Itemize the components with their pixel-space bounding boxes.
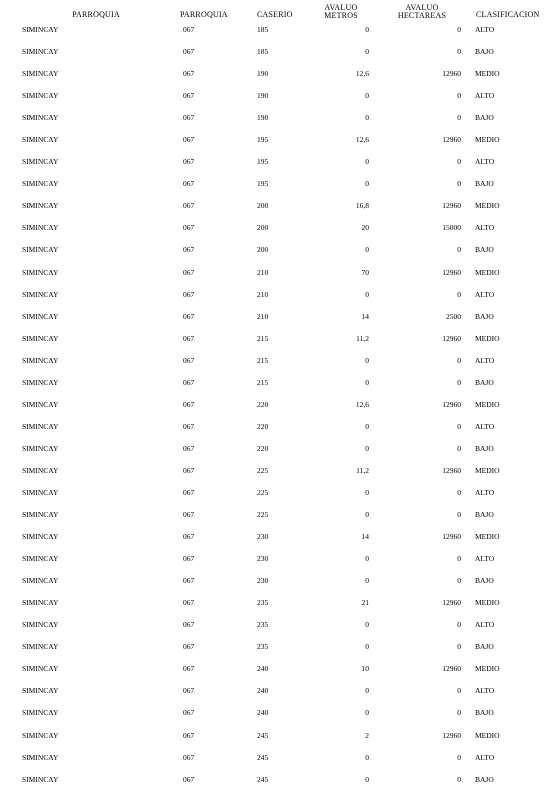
cell-avaluo-metros: 0 — [365, 642, 369, 652]
cell-avaluo-hectareas: 0 — [457, 113, 461, 123]
cell-clasificacion: BAJO — [475, 443, 494, 453]
cell-caserio: 225 — [257, 510, 269, 520]
cell-codigo: 067 — [183, 113, 195, 123]
cell-parroquia: SIMINCAY — [22, 774, 59, 784]
table-body — [0, 18, 559, 790]
cell-avaluo-metros: 11,2 — [356, 465, 369, 475]
cell-avaluo-metros: 14 — [361, 311, 369, 321]
cell-clasificacion: BAJO — [475, 510, 494, 520]
cell-parroquia: SIMINCAY — [22, 487, 59, 497]
cell-caserio: 185 — [257, 47, 269, 57]
cell-avaluo-metros: 0 — [365, 487, 369, 497]
cell-avaluo-metros: 0 — [365, 245, 369, 255]
cell-clasificacion: BAJO — [475, 311, 494, 321]
cell-avaluo-hectareas: 12960 — [442, 135, 461, 145]
cell-caserio: 230 — [257, 576, 269, 586]
table-row — [0, 261, 559, 283]
table-row — [0, 481, 559, 503]
cell-codigo: 067 — [183, 554, 195, 564]
table-row — [0, 613, 559, 635]
cell-clasificacion: ALTO — [475, 25, 495, 34]
cell-avaluo-hectareas: 0 — [457, 576, 461, 586]
cell-codigo: 067 — [183, 223, 195, 233]
cell-caserio: 200 — [257, 201, 269, 211]
cell-caserio: 225 — [257, 465, 269, 475]
cell-avaluo-hectareas: 12960 — [442, 399, 461, 409]
cell-codigo: 067 — [183, 399, 195, 409]
cell-codigo: 067 — [183, 201, 195, 211]
cell-avaluo-metros: 16,8 — [355, 201, 369, 211]
cell-parroquia: SIMINCAY — [22, 179, 59, 189]
cell-parroquia: SIMINCAY — [22, 69, 59, 79]
cell-codigo: 067 — [183, 333, 195, 343]
cell-clasificacion: MEDIO — [475, 465, 500, 475]
cell-parroquia: SIMINCAY — [22, 223, 59, 233]
cell-clasificacion: BAJO — [475, 576, 494, 586]
cell-parroquia: SIMINCAY — [22, 421, 59, 431]
table-row — [0, 768, 559, 790]
cell-parroquia: SIMINCAY — [22, 620, 59, 630]
table-row — [0, 106, 559, 128]
table-row — [0, 194, 559, 216]
cell-codigo: 067 — [183, 91, 195, 101]
cell-avaluo-hectareas: 0 — [457, 642, 461, 652]
cell-avaluo-hectareas: 12960 — [442, 532, 461, 542]
cell-codigo: 067 — [183, 135, 195, 145]
cell-avaluo-hectareas: 0 — [457, 377, 461, 387]
cell-avaluo-metros: 12,6 — [355, 69, 369, 79]
cell-avaluo-metros: 0 — [365, 157, 369, 167]
cell-avaluo-metros: 20 — [361, 223, 369, 233]
table-row — [0, 18, 559, 40]
cell-avaluo-hectareas: 12960 — [442, 201, 461, 211]
table-row — [0, 283, 559, 305]
cell-clasificacion: MEDIO — [475, 399, 500, 409]
cell-clasificacion: BAJO — [475, 708, 494, 718]
cell-caserio: 190 — [257, 113, 269, 123]
cell-avaluo-metros: 0 — [365, 289, 369, 299]
cell-clasificacion: BAJO — [475, 47, 494, 57]
cell-avaluo-metros: 0 — [365, 421, 369, 431]
cell-codigo: 067 — [183, 157, 195, 167]
cell-caserio: 215 — [257, 377, 269, 387]
cell-avaluo-hectareas: 12960 — [442, 333, 461, 343]
table-row — [0, 569, 559, 591]
cell-caserio: 190 — [257, 69, 269, 79]
cell-avaluo-hectareas: 12960 — [442, 465, 461, 475]
cell-caserio: 235 — [257, 598, 269, 608]
cell-parroquia: SIMINCAY — [22, 510, 59, 520]
cell-caserio: 200 — [257, 223, 269, 233]
cell-avaluo-hectareas: 0 — [457, 289, 461, 299]
cell-avaluo-hectareas: 0 — [457, 686, 461, 696]
cell-avaluo-hectareas: 0 — [457, 179, 461, 189]
cell-parroquia: SIMINCAY — [22, 333, 59, 343]
cell-parroquia: SIMINCAY — [22, 91, 59, 101]
cell-codigo: 067 — [183, 245, 195, 255]
cell-clasificacion: ALTO — [475, 620, 495, 630]
cell-clasificacion: ALTO — [475, 554, 495, 564]
cell-avaluo-hectareas: 0 — [457, 421, 461, 431]
cell-caserio: 240 — [257, 686, 269, 696]
cell-caserio: 230 — [257, 532, 269, 542]
cell-avaluo-metros: 0 — [365, 355, 369, 365]
table-row — [0, 746, 559, 768]
cell-codigo: 067 — [183, 377, 195, 387]
cell-clasificacion: ALTO — [475, 289, 495, 299]
cell-clasificacion: ALTO — [475, 487, 495, 497]
cell-caserio: 215 — [257, 333, 269, 343]
table-row — [0, 724, 559, 746]
cell-parroquia: SIMINCAY — [22, 752, 59, 762]
table-row — [0, 525, 559, 547]
table-row — [0, 635, 559, 657]
table-row — [0, 150, 559, 172]
cell-caserio: 235 — [257, 620, 269, 630]
cell-caserio: 215 — [257, 355, 269, 365]
cell-avaluo-hectareas: 0 — [457, 620, 461, 630]
cell-clasificacion: BAJO — [475, 179, 494, 189]
cell-clasificacion: MEDIO — [475, 598, 500, 608]
cell-codigo: 067 — [183, 664, 195, 674]
cell-avaluo-metros: 0 — [365, 554, 369, 564]
cell-avaluo-hectareas: 2500 — [446, 311, 461, 321]
table-row — [0, 349, 559, 371]
header-clasificacion: CLASIFICACION — [476, 10, 540, 19]
cell-clasificacion: MEDIO — [475, 664, 500, 674]
cell-clasificacion: MEDIO — [475, 267, 500, 277]
cell-avaluo-hectareas: 0 — [457, 487, 461, 497]
cell-avaluo-metros: 0 — [365, 576, 369, 586]
cell-avaluo-hectareas: 0 — [457, 554, 461, 564]
cell-avaluo-hectareas: 12960 — [442, 664, 461, 674]
cell-clasificacion: MEDIO — [475, 201, 500, 211]
cell-parroquia: SIMINCAY — [22, 157, 59, 167]
cell-avaluo-hectareas: 0 — [457, 157, 461, 167]
cell-clasificacion: ALTO — [475, 752, 495, 762]
table-row — [0, 327, 559, 349]
cell-parroquia: SIMINCAY — [22, 532, 59, 542]
table-row — [0, 172, 559, 194]
table-row — [0, 437, 559, 459]
cell-avaluo-metros: 2 — [365, 730, 369, 740]
cell-avaluo-metros: 14 — [361, 532, 369, 542]
cell-avaluo-hectareas: 0 — [457, 91, 461, 101]
cell-avaluo-hectareas: 0 — [457, 752, 461, 762]
cell-clasificacion: ALTO — [475, 686, 495, 696]
cell-caserio: 200 — [257, 245, 269, 255]
cell-parroquia: SIMINCAY — [22, 201, 59, 211]
cell-caserio: 225 — [257, 487, 269, 497]
cell-avaluo-hectareas: 0 — [457, 510, 461, 520]
table-row — [0, 459, 559, 481]
cell-codigo: 067 — [183, 708, 195, 718]
cell-clasificacion: ALTO — [475, 421, 495, 431]
cell-codigo: 067 — [183, 774, 195, 784]
cell-parroquia: SIMINCAY — [22, 598, 59, 608]
cell-parroquia: SIMINCAY — [22, 730, 59, 740]
cell-avaluo-metros: 12,6 — [355, 135, 369, 145]
cell-caserio: 240 — [257, 664, 269, 674]
cell-parroquia: SIMINCAY — [22, 465, 59, 475]
table-row — [0, 216, 559, 238]
cell-codigo: 067 — [183, 25, 195, 34]
cell-parroquia: SIMINCAY — [22, 708, 59, 718]
cell-clasificacion: MEDIO — [475, 69, 500, 79]
cell-caserio: 210 — [257, 267, 269, 277]
cell-parroquia: SIMINCAY — [22, 289, 59, 299]
cell-codigo: 067 — [183, 443, 195, 453]
cell-avaluo-metros: 0 — [365, 443, 369, 453]
table-row — [0, 238, 559, 260]
cell-clasificacion: ALTO — [475, 355, 495, 365]
cell-parroquia: SIMINCAY — [22, 47, 59, 57]
cell-avaluo-metros: 0 — [365, 620, 369, 630]
cell-clasificacion: BAJO — [475, 113, 494, 123]
cell-avaluo-metros: 0 — [365, 708, 369, 718]
cell-avaluo-metros: 70 — [361, 267, 369, 277]
cell-clasificacion: ALTO — [475, 157, 495, 167]
cell-parroquia: SIMINCAY — [22, 642, 59, 652]
cell-caserio: 240 — [257, 708, 269, 718]
cell-avaluo-metros: 0 — [365, 25, 369, 34]
cell-parroquia: SIMINCAY — [22, 267, 59, 277]
cell-avaluo-hectareas: 12960 — [442, 267, 461, 277]
cell-caserio: 210 — [257, 289, 269, 299]
cell-caserio: 210 — [257, 311, 269, 321]
cell-codigo: 067 — [183, 69, 195, 79]
cell-codigo: 067 — [183, 532, 195, 542]
cell-caserio: 220 — [257, 421, 269, 431]
cell-codigo: 067 — [183, 686, 195, 696]
cell-avaluo-hectareas: 0 — [457, 708, 461, 718]
cell-caserio: 245 — [257, 730, 269, 740]
cell-codigo: 067 — [183, 487, 195, 497]
cell-avaluo-hectareas: 15000 — [442, 223, 461, 233]
header-avaluo-metros: AVALUO METROS — [324, 3, 358, 20]
cell-caserio: 220 — [257, 443, 269, 453]
cell-avaluo-metros: 10 — [361, 664, 369, 674]
table-row — [0, 547, 559, 569]
cell-avaluo-metros: 0 — [365, 510, 369, 520]
cell-avaluo-metros: 0 — [365, 377, 369, 387]
cell-codigo: 067 — [183, 465, 195, 475]
cell-avaluo-metros: 11,2 — [356, 333, 369, 343]
cell-parroquia: SIMINCAY — [22, 399, 59, 409]
cell-caserio: 195 — [257, 179, 269, 189]
table-row — [0, 305, 559, 327]
cell-parroquia: SIMINCAY — [22, 576, 59, 586]
cell-caserio: 245 — [257, 774, 269, 784]
cell-avaluo-hectareas: 0 — [457, 245, 461, 255]
cell-avaluo-metros: 0 — [365, 774, 369, 784]
cell-parroquia: SIMINCAY — [22, 664, 59, 674]
cell-clasificacion: MEDIO — [475, 333, 500, 343]
table-row — [0, 679, 559, 701]
cell-parroquia: SIMINCAY — [22, 311, 59, 321]
cell-parroquia: SIMINCAY — [22, 113, 59, 123]
cell-avaluo-metros: 0 — [365, 179, 369, 189]
cell-codigo: 067 — [183, 179, 195, 189]
cell-codigo: 067 — [183, 576, 195, 586]
cell-parroquia: SIMINCAY — [22, 245, 59, 255]
cell-clasificacion: BAJO — [475, 245, 494, 255]
cell-caserio: 235 — [257, 642, 269, 652]
cell-clasificacion: BAJO — [475, 642, 494, 652]
header-caserio: CASERIO — [257, 10, 293, 19]
cell-codigo: 067 — [183, 47, 195, 57]
cell-avaluo-metros: 0 — [365, 686, 369, 696]
cell-avaluo-metros: 12,6 — [355, 399, 369, 409]
cell-parroquia: SIMINCAY — [22, 25, 59, 34]
table-row — [0, 393, 559, 415]
cell-codigo: 067 — [183, 620, 195, 630]
table-row — [0, 62, 559, 84]
cell-avaluo-metros: 21 — [361, 598, 369, 608]
cell-codigo: 067 — [183, 311, 195, 321]
cell-parroquia: SIMINCAY — [22, 443, 59, 453]
table-row — [0, 701, 559, 723]
cell-clasificacion: BAJO — [475, 774, 494, 784]
table-row — [0, 657, 559, 679]
table-row — [0, 591, 559, 613]
cell-codigo: 067 — [183, 355, 195, 365]
table-row — [0, 128, 559, 150]
cell-avaluo-hectareas: 12960 — [442, 69, 461, 79]
cell-caserio: 195 — [257, 157, 269, 167]
cell-codigo: 067 — [183, 267, 195, 277]
cell-codigo: 067 — [183, 289, 195, 299]
header-parroquia-name: PARROQUIA — [72, 10, 120, 19]
cell-caserio: 185 — [257, 25, 269, 34]
cell-caserio: 230 — [257, 554, 269, 564]
cell-clasificacion: ALTO — [475, 223, 495, 233]
cell-codigo: 067 — [183, 421, 195, 431]
table-row — [0, 371, 559, 393]
cell-parroquia: SIMINCAY — [22, 377, 59, 387]
cell-codigo: 067 — [183, 642, 195, 652]
cell-avaluo-hectareas: 0 — [457, 355, 461, 365]
cell-avaluo-hectareas: 0 — [457, 47, 461, 57]
cell-avaluo-metros: 0 — [365, 113, 369, 123]
cell-avaluo-hectareas: 0 — [457, 443, 461, 453]
cell-parroquia: SIMINCAY — [22, 135, 59, 145]
table-row — [0, 503, 559, 525]
cell-clasificacion: ALTO — [475, 91, 495, 101]
cell-parroquia: SIMINCAY — [22, 355, 59, 365]
cell-codigo: 067 — [183, 752, 195, 762]
cell-parroquia: SIMINCAY — [22, 686, 59, 696]
cell-avaluo-hectareas: 0 — [457, 25, 461, 34]
cell-caserio: 195 — [257, 135, 269, 145]
cell-avaluo-metros: 0 — [365, 91, 369, 101]
cell-codigo: 067 — [183, 730, 195, 740]
cell-avaluo-metros: 0 — [365, 47, 369, 57]
header-parroquia-code: PARROQUIA — [180, 10, 228, 19]
table-row — [0, 415, 559, 437]
cell-clasificacion: BAJO — [475, 377, 494, 387]
cell-clasificacion: MEDIO — [475, 135, 500, 145]
cell-codigo: 067 — [183, 510, 195, 520]
cell-clasificacion: MEDIO — [475, 532, 500, 542]
cell-avaluo-hectareas: 0 — [457, 774, 461, 784]
cell-caserio: 190 — [257, 91, 269, 101]
cell-parroquia: SIMINCAY — [22, 554, 59, 564]
cell-clasificacion: MEDIO — [475, 730, 500, 740]
cell-caserio: 245 — [257, 752, 269, 762]
cell-caserio: 220 — [257, 399, 269, 409]
cell-avaluo-metros: 0 — [365, 752, 369, 762]
cell-codigo: 067 — [183, 598, 195, 608]
cell-avaluo-hectareas: 12960 — [442, 598, 461, 608]
table-row — [0, 84, 559, 106]
cell-avaluo-hectareas: 12960 — [442, 730, 461, 740]
table-row — [0, 40, 559, 62]
header-avaluo-hectareas: AVALUO HECTAREAS — [397, 3, 447, 20]
